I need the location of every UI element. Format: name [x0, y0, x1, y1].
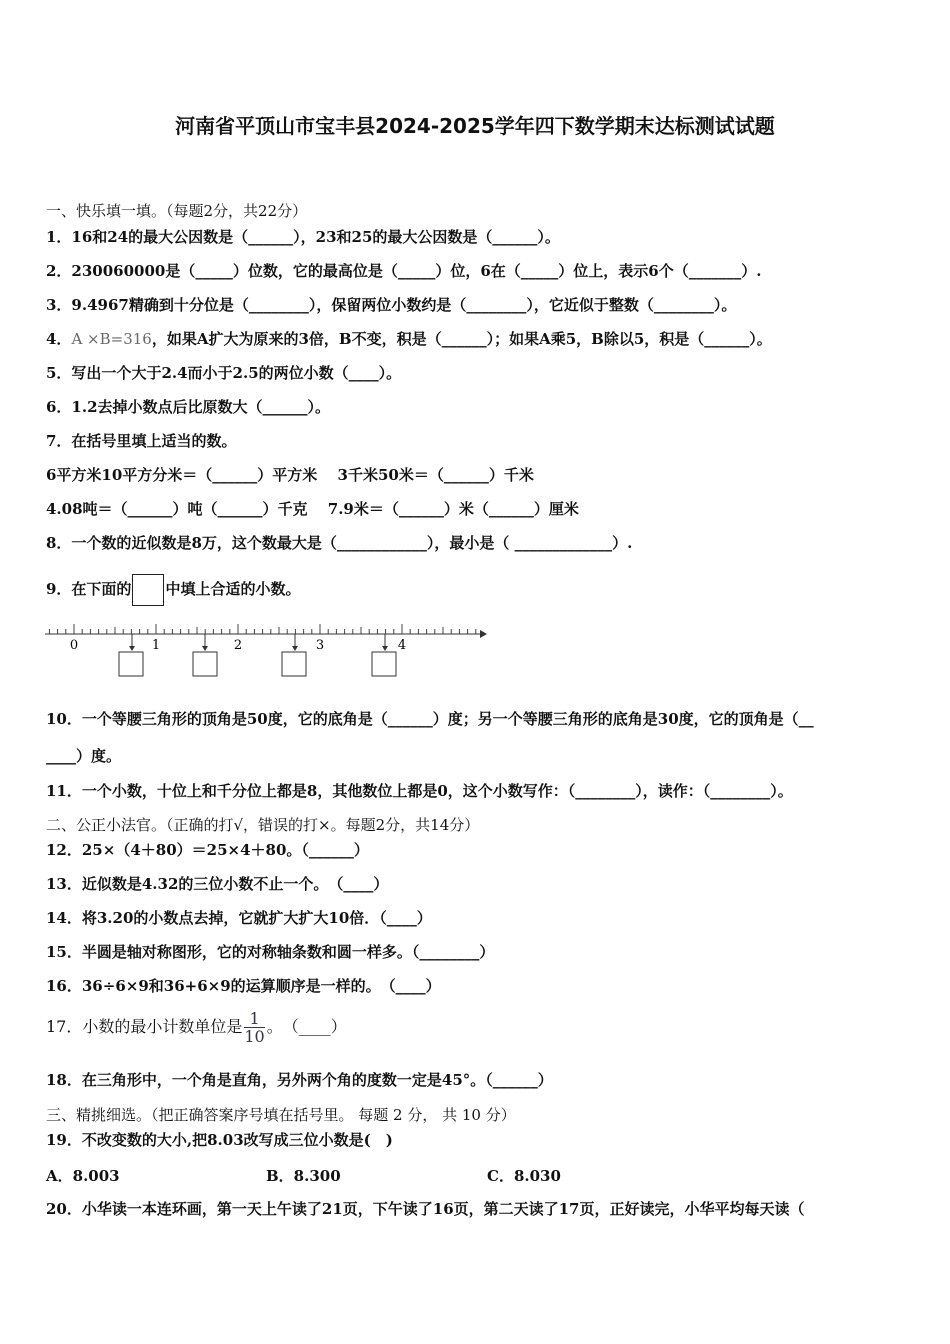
question-4-text: ，如果A扩大为原来的3倍，B不变，积是（______）；如果A乘5，B除以5，积是（______）。 [151, 330, 772, 348]
choice-c[interactable]: C．8.030 [487, 1167, 561, 1185]
choice-b[interactable]: B．8.300 [266, 1167, 341, 1185]
question-16: 16．36÷6×9和36+6×9的运算顺序是一样的。 （____） [46, 977, 441, 995]
number-line-ticks [49, 624, 475, 634]
question-4-number: 4． [46, 330, 72, 348]
axis-label-0: 0 [69, 638, 79, 653]
question-2: 2．230060000是（_____）位数，它的最高位是（_____）位，6在（_____）位上，表示6个（_______）. [46, 262, 762, 280]
question-15: 15．半圆是轴对称图形，它的对称轴条数和圆一样多。（________） [46, 943, 495, 961]
question-5: 5．写出一个大于2.4而小于2.5的两位小数（____）。 [46, 364, 402, 382]
answer-box-inline [132, 574, 164, 606]
question-17-text: 17．小数的最小计数单位是 [46, 1017, 243, 1036]
question-7-line1: 6平方米10平方分米＝（______）平方米 3千米50米＝（______）千米 [46, 466, 534, 484]
question-12: 12．25×（4＋80）＝25×4＋80。（______） [46, 841, 369, 859]
question-11: 11．一个小数，十位上和千分位上都是8，其他数位上都是0，这个小数写作：（________），读作：（________）。 [46, 782, 793, 800]
question-4 [46, 329, 772, 349]
axis-label-1: 1 [151, 638, 161, 653]
page-title: 河南省平顶山市宝丰县2024-2025学年四下数学期末达标测试试题 [175, 114, 775, 138]
question-19: 19．不改变数的大小,把8.03改写成三位小数是( ) [46, 1131, 393, 1149]
fraction-numerator: 1 [244, 1010, 264, 1028]
answer-box-1[interactable] [119, 652, 143, 676]
question-9-before: 9．在下面的 [46, 580, 132, 598]
axis-label-2: 2 [233, 638, 243, 653]
question-6: 6．1.2去掉小数点后比原数大（______）。 [46, 398, 331, 416]
choice-a[interactable]: A．8.003 [46, 1167, 120, 1185]
number-line-arrow [480, 630, 487, 638]
fraction-one-tenth [244, 1010, 264, 1045]
axis-label-4: 4 [397, 638, 407, 653]
question-9 [46, 572, 300, 606]
question-10-line2: ____）度。 [46, 747, 122, 765]
answer-box-4[interactable] [372, 652, 396, 676]
section2-heading: 二、公正小法官。（正确的打√，错误的打×。每题2分，共14分） [46, 816, 480, 834]
question-10-line1: 10．一个等腰三角形的顶角是50度，它的底角是（______）度；另一个等腰三角形的底角是30度，它的顶角是（__ [46, 710, 814, 728]
number-line [40, 618, 500, 684]
question-17 [46, 1008, 347, 1046]
pointer-4-head [382, 646, 388, 651]
question-7-prompt: 7．在括号里填上适当的数。 [46, 432, 237, 450]
question-17-tail: 。 （____） [266, 1017, 347, 1036]
pointer-3-head [292, 646, 298, 651]
question-14: 14．将3.20的小数点去掉，它就扩大扩大10倍．（____） [46, 909, 432, 927]
question-13: 13．近似数是4.32的三位小数不止一个。 （____） [46, 875, 389, 893]
answer-box-2[interactable] [193, 652, 217, 676]
question-1: 1．16和24的最大公因数是（______），23和25的最大公因数是（______）。 [46, 228, 560, 246]
answer-box-3[interactable] [282, 652, 306, 676]
question-4-formula: A ×B=316 [71, 330, 152, 348]
question-20: 20．小华读一本连环画，第一天上午读了21页，下午读了16页，第二天读了17页，正好读完，小华平均每天读（ [46, 1200, 805, 1218]
fraction-denominator: 10 [244, 1027, 265, 1046]
question-7-line2: 4.08吨＝（______）吨（______）千克 7.9米＝（______）米（______）厘米 [46, 500, 579, 518]
pointer-2-head [202, 646, 208, 651]
question-8: 8．一个数的近似数是8万，这个数最大是（____________），最小是（ _____________）. [46, 534, 633, 552]
question-18: 18．在三角形中，一个角是直角，另外两个角的度数一定是45°。（______） [46, 1071, 553, 1089]
section1-heading: 一、快乐填一填。（每题2分，共22分） [46, 202, 308, 220]
question-3: 3．9.4967精确到十分位是（________），保留两位小数约是（________），它近似于整数（________）。 [46, 296, 737, 314]
axis-label-3: 3 [315, 638, 325, 653]
pointer-1-head [129, 646, 135, 651]
section3-heading: 三、精挑细选。（把正确答案序号填在括号里。 每题 2 分， 共 10 分） [46, 1106, 516, 1124]
question-9-after: 中填上合适的小数。 [165, 580, 301, 598]
